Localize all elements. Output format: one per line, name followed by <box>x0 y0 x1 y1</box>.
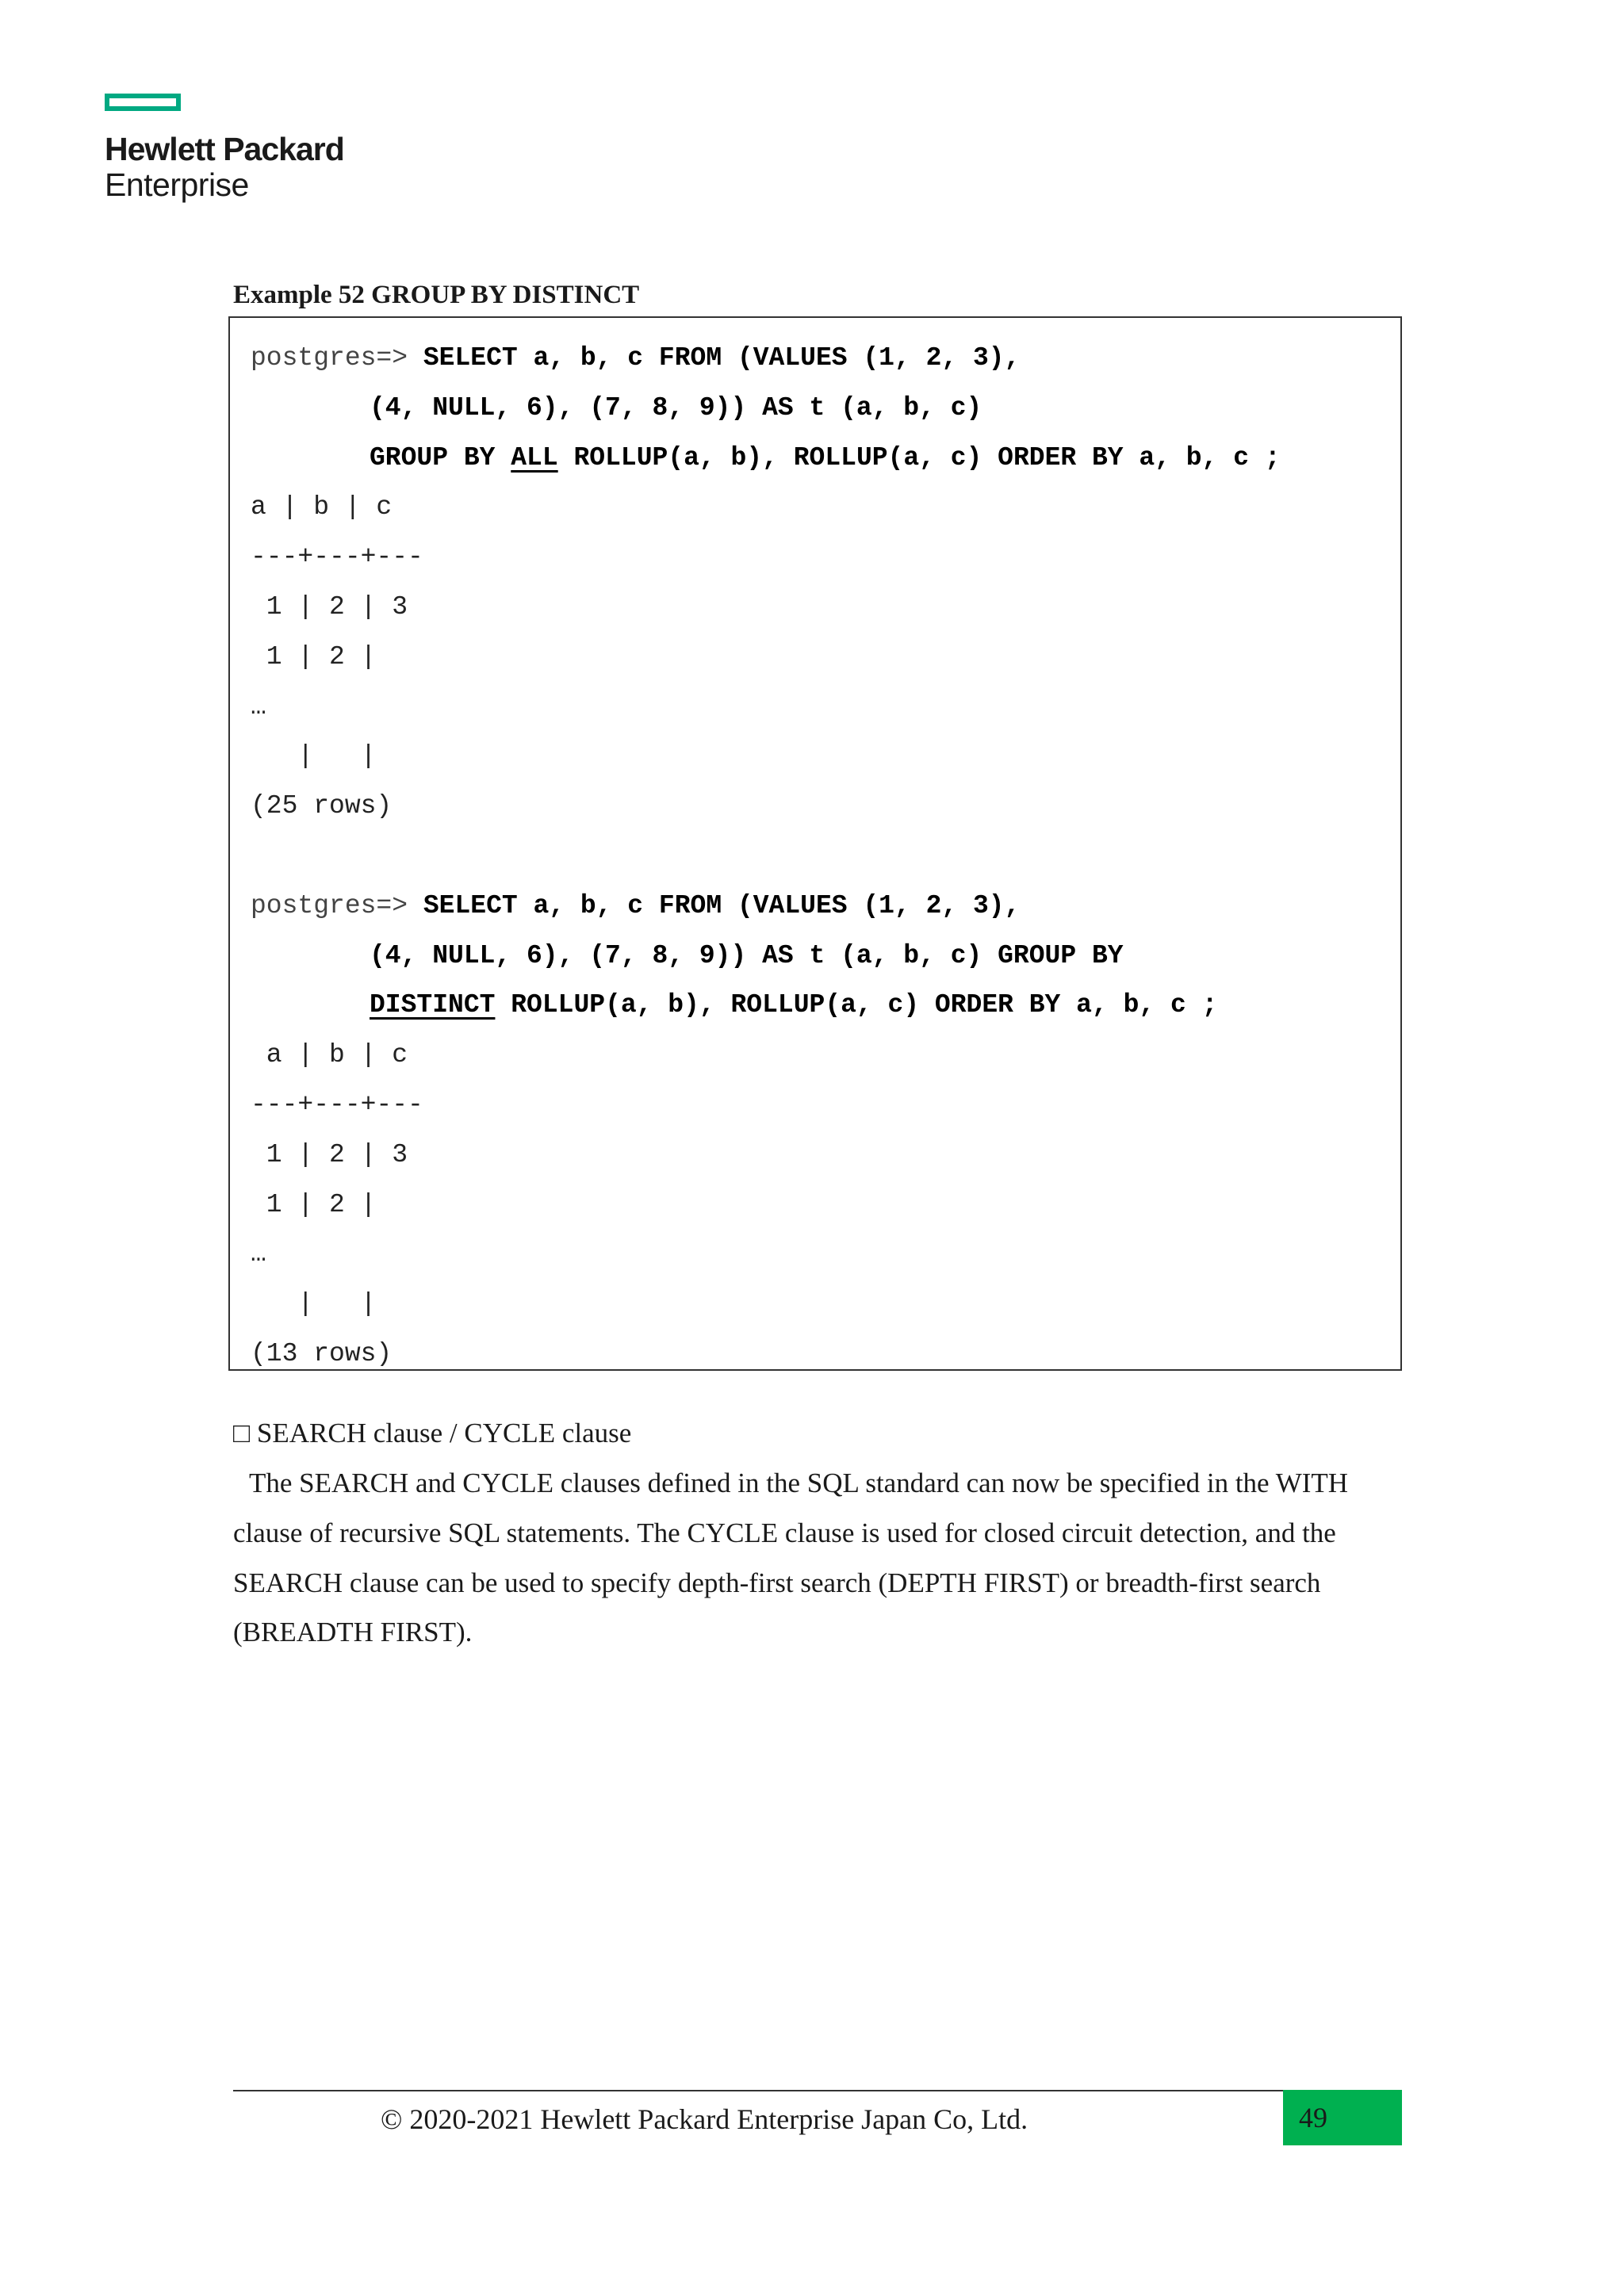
page-number: 49 <box>1299 2102 1327 2133</box>
sql-text: SELECT a, b, c FROM (VALUES (1, 2, 3), <box>423 890 1021 920</box>
result-row-count: (13 rows) <box>251 1338 393 1368</box>
sql-keyword-all-underlined: ALL <box>511 442 558 473</box>
page-number-badge <box>1283 2090 1402 2145</box>
psql-prompt: postgres=> <box>251 890 408 920</box>
code-line <box>251 882 1281 932</box>
sql-text: (4, NULL, 6), (7, 8, 9)) AS t (a, b, c) GROUP BY <box>370 940 1124 970</box>
code-line <box>251 434 1281 484</box>
result-separator: ---+---+--- <box>251 542 423 572</box>
result-ellipsis: … <box>251 691 266 721</box>
code-content <box>251 334 1281 1380</box>
sql-text: GROUP BY <box>370 442 496 473</box>
result-row: | | <box>251 1289 377 1319</box>
section-paragraph <box>233 1459 1407 1658</box>
sql-keyword-distinct-underlined: DISTINCT <box>370 990 496 1020</box>
result-separator: ---+---+--- <box>251 1089 423 1119</box>
paragraph-line: SEARCH clause can be used to specify depth-first search (DEPTH FIRST) or breadth-first search <box>233 1567 1321 1598</box>
paragraph-line: (BREADTH FIRST). <box>233 1617 473 1648</box>
sql-text: (4, NULL, 6), (7, 8, 9)) AS t (a, b, c) <box>370 392 982 423</box>
logo-text-line1: Hewlett Packard <box>105 131 344 167</box>
code-line <box>251 981 1281 1031</box>
sql-text: ROLLUP(a, b), ROLLUP(a, c) ORDER BY a, b, c ; <box>573 442 1281 473</box>
hpe-logo <box>105 94 344 203</box>
result-row-count: (25 rows) <box>251 791 393 821</box>
blank-line <box>251 832 1281 882</box>
sql-text: SELECT a, b, c FROM (VALUES (1, 2, 3), <box>423 343 1021 373</box>
footer-divider <box>233 2090 1402 2091</box>
result-row: 1 | 2 | 3 <box>251 591 408 622</box>
example-caption: Example 52 GROUP BY DISTINCT <box>233 281 640 309</box>
paragraph-line: The SEARCH and CYCLE clauses defined in the SQL standard can now be specified in the WITH <box>249 1468 1349 1498</box>
psql-prompt: postgres=> <box>251 343 408 373</box>
result-row: 1 | 2 | <box>251 641 377 672</box>
result-header: a | b | c <box>251 1040 408 1070</box>
result-row: 1 | 2 | <box>251 1189 377 1219</box>
paragraph-line: clause of recursive SQL statements. The CYCLE clause is used for closed circuit detection, and the <box>233 1517 1336 1548</box>
result-row: | | <box>251 741 377 771</box>
result-ellipsis: … <box>251 1239 266 1269</box>
section-heading: □ SEARCH clause / CYCLE clause <box>233 1418 632 1448</box>
sql-text: ROLLUP(a, b), ROLLUP(a, c) ORDER BY a, b, c ; <box>511 990 1218 1020</box>
code-line <box>251 334 1281 384</box>
logo-bar-icon <box>105 94 181 111</box>
logo-text-line2: Enterprise <box>105 166 249 203</box>
code-block <box>228 316 1402 1371</box>
code-line <box>251 384 1281 434</box>
code-line <box>251 932 1281 982</box>
footer-copyright: © 2020-2021 Hewlett Packard Enterprise Japan Co, Ltd. <box>381 2103 1028 2135</box>
result-header: a | b | c <box>251 492 393 522</box>
result-row: 1 | 2 | 3 <box>251 1139 408 1169</box>
